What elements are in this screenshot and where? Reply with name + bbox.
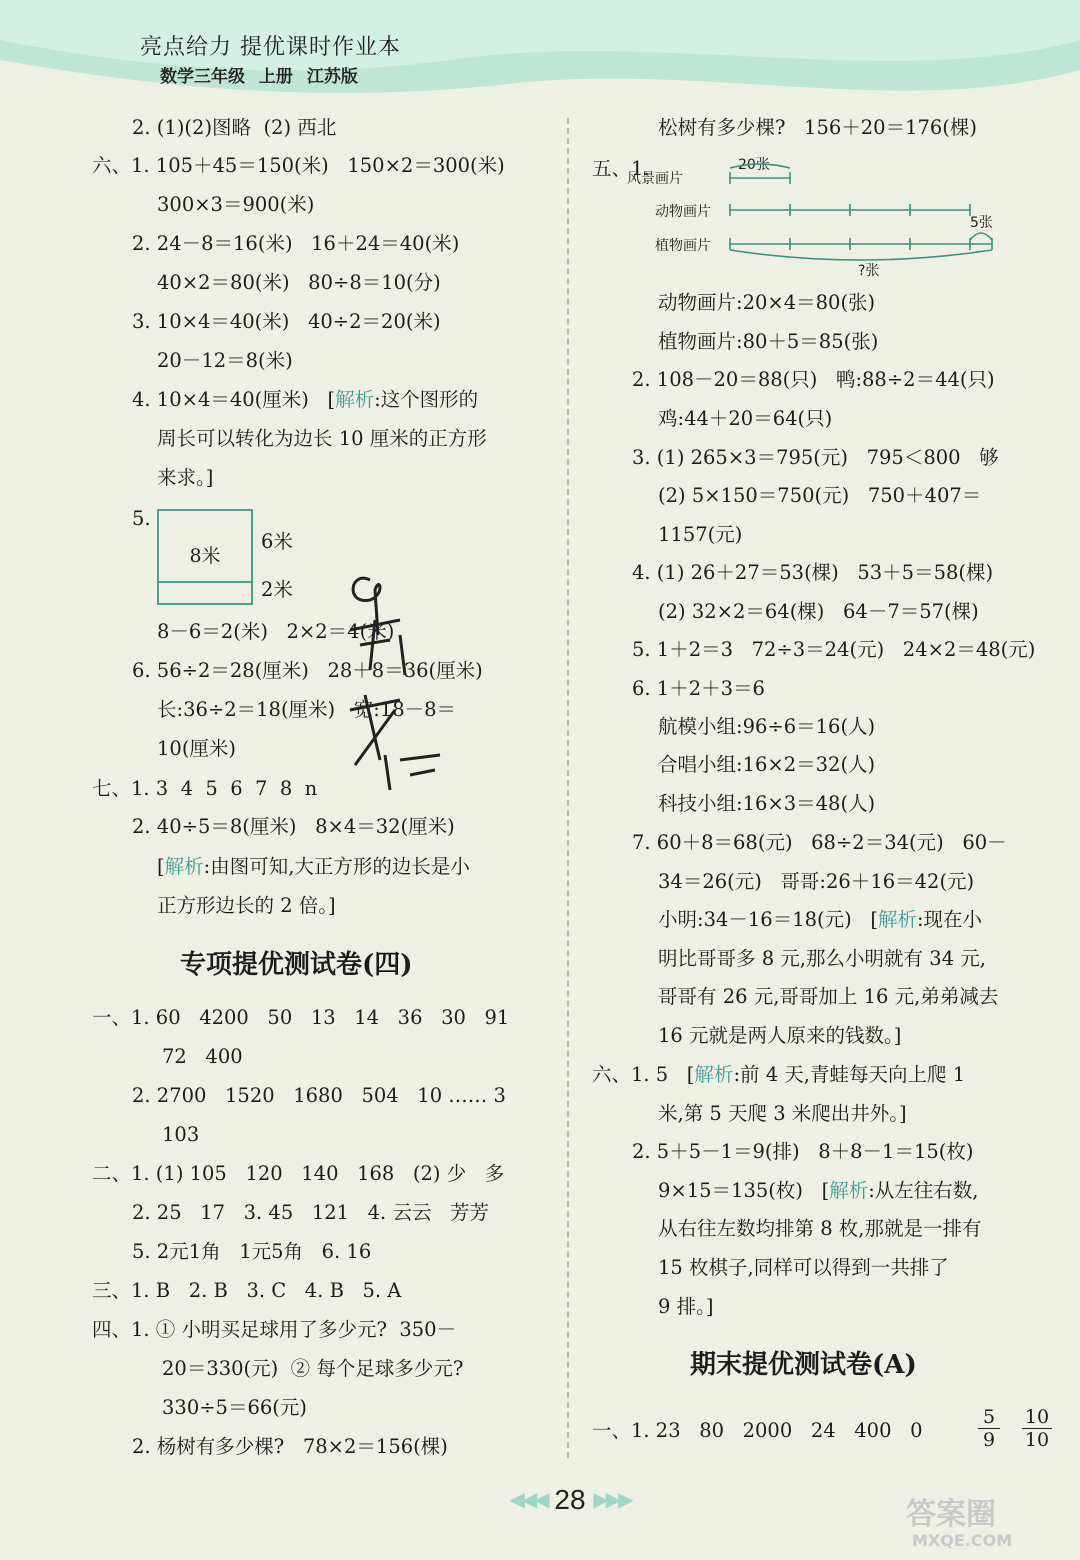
right-line: 动物画片:20×4＝80(张) [658,291,876,314]
left-line: 七、1. 3 4 5 6 7 8 n [92,777,318,800]
left-line: 六、1. 105＋45＝150(米) 150×2＝300(米) [92,154,505,177]
square-split-line [159,581,251,583]
left-line: 4. 10×4＝40(厘米) [解析:这个图形的 [132,388,479,411]
page-number-text: 28 [554,1484,586,1515]
square-inner-label: 8米 [189,545,221,567]
right-line: 16 元就是两人原来的钱数。] [658,1024,902,1047]
figure-label-bottom: 2米 [261,578,293,601]
left-line: 103 [162,1123,200,1146]
left-line: 一、1. 60 4200 50 13 14 36 30 91 [92,1006,510,1029]
left-line: 2. 24－8＝16(米) 16＋24＝40(米) [132,232,460,255]
left-line: 5. [132,507,151,530]
right-line: 6. 1＋2＋3＝6 [632,677,765,700]
right-line: (2) 32×2＝64(棵) 64－7＝57(棵) [658,600,979,623]
left-line: 2. 25 17 3. 45 121 4. 云云 芳芳 [132,1201,490,1224]
right-line: 小明:34－16＝18(元) [解析:现在小 [658,908,983,931]
left-line: 72 400 [162,1045,243,1068]
page-number [460,1484,680,1516]
left-line: 2. 40÷5＝8(厘米) 8×4＝32(厘米) [132,815,455,838]
right-line: 五、1. [592,157,650,180]
right-line: 15 枚棋子,同样可以得到一共排了 [658,1256,949,1279]
right-line: 从右往左数均排第 8 枚,那就是一排有 [658,1217,982,1240]
left-line: 四、1. ① 小明买足球用了多少元? 350－ [92,1318,457,1341]
left-line: 二、1. (1) 105 120 140 168 (2) 少 多 [92,1162,505,1185]
left-line: 330÷5＝66(元) [162,1396,307,1419]
diagram-label-plant: 植物画片 [655,238,711,254]
left-line: 3. 10×4＝40(米) 40÷2＝20(米) [132,310,441,333]
svg-text:答案圈: 答案圈 [906,1497,996,1532]
right-line: 2. 5＋5－1＝9(排) 8＋8－1＝15(枚) [632,1140,974,1163]
book-subtitle: 数学三年级 上册 江苏版 [160,67,358,87]
right-line: 植物画片:80＋5＝85(张) [658,330,879,353]
diagram-unknown-label: ?张 [858,263,880,279]
left-line: 三、1. B 2. B 3. C 4. B 5. A [92,1279,402,1302]
next-arrows-icon: ▶▶▶ [593,1489,631,1511]
left-line: 2. 杨树有多少棵? 78×2＝156(棵) [132,1435,448,1458]
hint-label: 解析 [829,1179,869,1202]
hint-label: 解析 [164,855,204,878]
section-title: 专项提优测试卷(四) [180,950,413,980]
right-line: 9 排。] [658,1295,714,1318]
right-line: (2) 5×150＝750(元) 750＋407＝ [658,484,982,507]
right-line: 2. 108－20＝88(只) 鸭:88÷2＝44(只) [632,368,995,391]
left-line: 2. (1)(2)图略 (2) 西北 [132,116,337,139]
left-line: 2. 2700 1520 1680 504 10 …… 3 [132,1084,506,1107]
svg-text:MXQE.COM: MXQE.COM [912,1531,1013,1550]
bar-diagram [620,150,1020,280]
square-figure [157,509,253,605]
fraction: $\frac{10}{10}$ [1022,1406,1052,1451]
watermark-logo [898,1490,1068,1550]
column-divider [567,118,569,1458]
left-line: 来求。] [157,466,214,489]
right-line: 5. 1＋2＝3 72÷3＝24(元) 24×2＝48(元) [632,638,1036,661]
right-line: 1157(元) [658,523,743,546]
diagram-extra-label: 5张 [970,215,993,231]
book-title: 亮点给力 提优课时作业本 [140,35,401,60]
handwriting-scribble [330,560,460,790]
hint-label: 解析 [877,908,917,931]
left-line: 10(厘米) [157,737,237,760]
figure-label-top: 6米 [261,530,293,553]
left-line: 20＝330(元) ② 每个足球多少元? [162,1357,464,1380]
right-line: 9×15＝135(枚) [解析:从左往右数, [658,1179,979,1202]
right-line: 一、1. 23 80 2000 24 400 0 [592,1419,923,1442]
left-line: 40×2＝80(米) 80÷8＝10(分) [157,271,441,294]
left-line: 8－6＝2(米) 2×2＝4(米) [157,620,395,643]
left-line: 6. 56÷2＝28(厘米) 28＋8＝36(厘米) [132,659,483,682]
right-line: 明比哥哥多 8 元,那么小明就有 34 元, [658,947,986,970]
right-line: 松树有多少棵? 156＋20＝176(棵) [658,116,978,139]
right-line: 合唱小组:16×2＝32(人) [658,753,876,776]
left-line: 周长可以转化为边长 10 厘米的正方形 [157,427,487,450]
diagram-label-scenery: 风景画片 [627,171,683,187]
hint-label: 解析 [335,388,375,411]
left-line: 20－12＝8(米) [157,349,293,372]
page-header [0,0,1080,110]
right-line: 科技小组:16×3＝48(人) [658,792,876,815]
left-line: 300×3＝900(米) [157,193,315,216]
left-line: 5. 2元1角 1元5角 6. 16 [132,1240,372,1263]
right-line: 3. (1) 265×3＝795(元) 795＜800 够 [632,446,999,469]
left-line: 正方形边长的 2 倍。] [157,894,336,917]
right-line: 7. 60＋8＝68(元) 68÷2＝34(元) 60－ [632,831,1007,854]
left-line: [解析:由图可知,大正方形的边长是小 [157,855,470,878]
right-line: 4. (1) 26＋27＝53(棵) 53＋5＝58(棵) [632,561,994,584]
right-line: 34＝26(元) 哥哥:26＋16＝42(元) [658,870,975,893]
right-line: 哥哥有 26 元,哥哥加上 16 元,弟弟减去 [658,985,999,1008]
right-line: 六、1. 5 [解析:前 4 天,青蛙每天向上爬 1 [592,1063,966,1086]
diagram-top-label: 20张 [738,157,770,173]
right-line: 鸡:44＋20＝64(只) [658,407,833,430]
diagram-label-animal: 动物画片 [655,204,711,220]
hint-label: 解析 [694,1063,734,1086]
fraction: $\frac{5}{9}$ [978,1406,1000,1451]
left-line: 长:36÷2＝18(厘米) 宽:18－8＝ [157,698,457,721]
diagram-lines [620,150,1020,280]
right-line: 米,第 5 天爬 3 米爬出井外。] [658,1102,907,1125]
prev-arrows-icon: ◀◀◀ [509,1489,547,1511]
right-line: 航模小组:96÷6＝16(人) [658,715,876,738]
section-title: 期末提优测试卷(A) [690,1350,917,1380]
